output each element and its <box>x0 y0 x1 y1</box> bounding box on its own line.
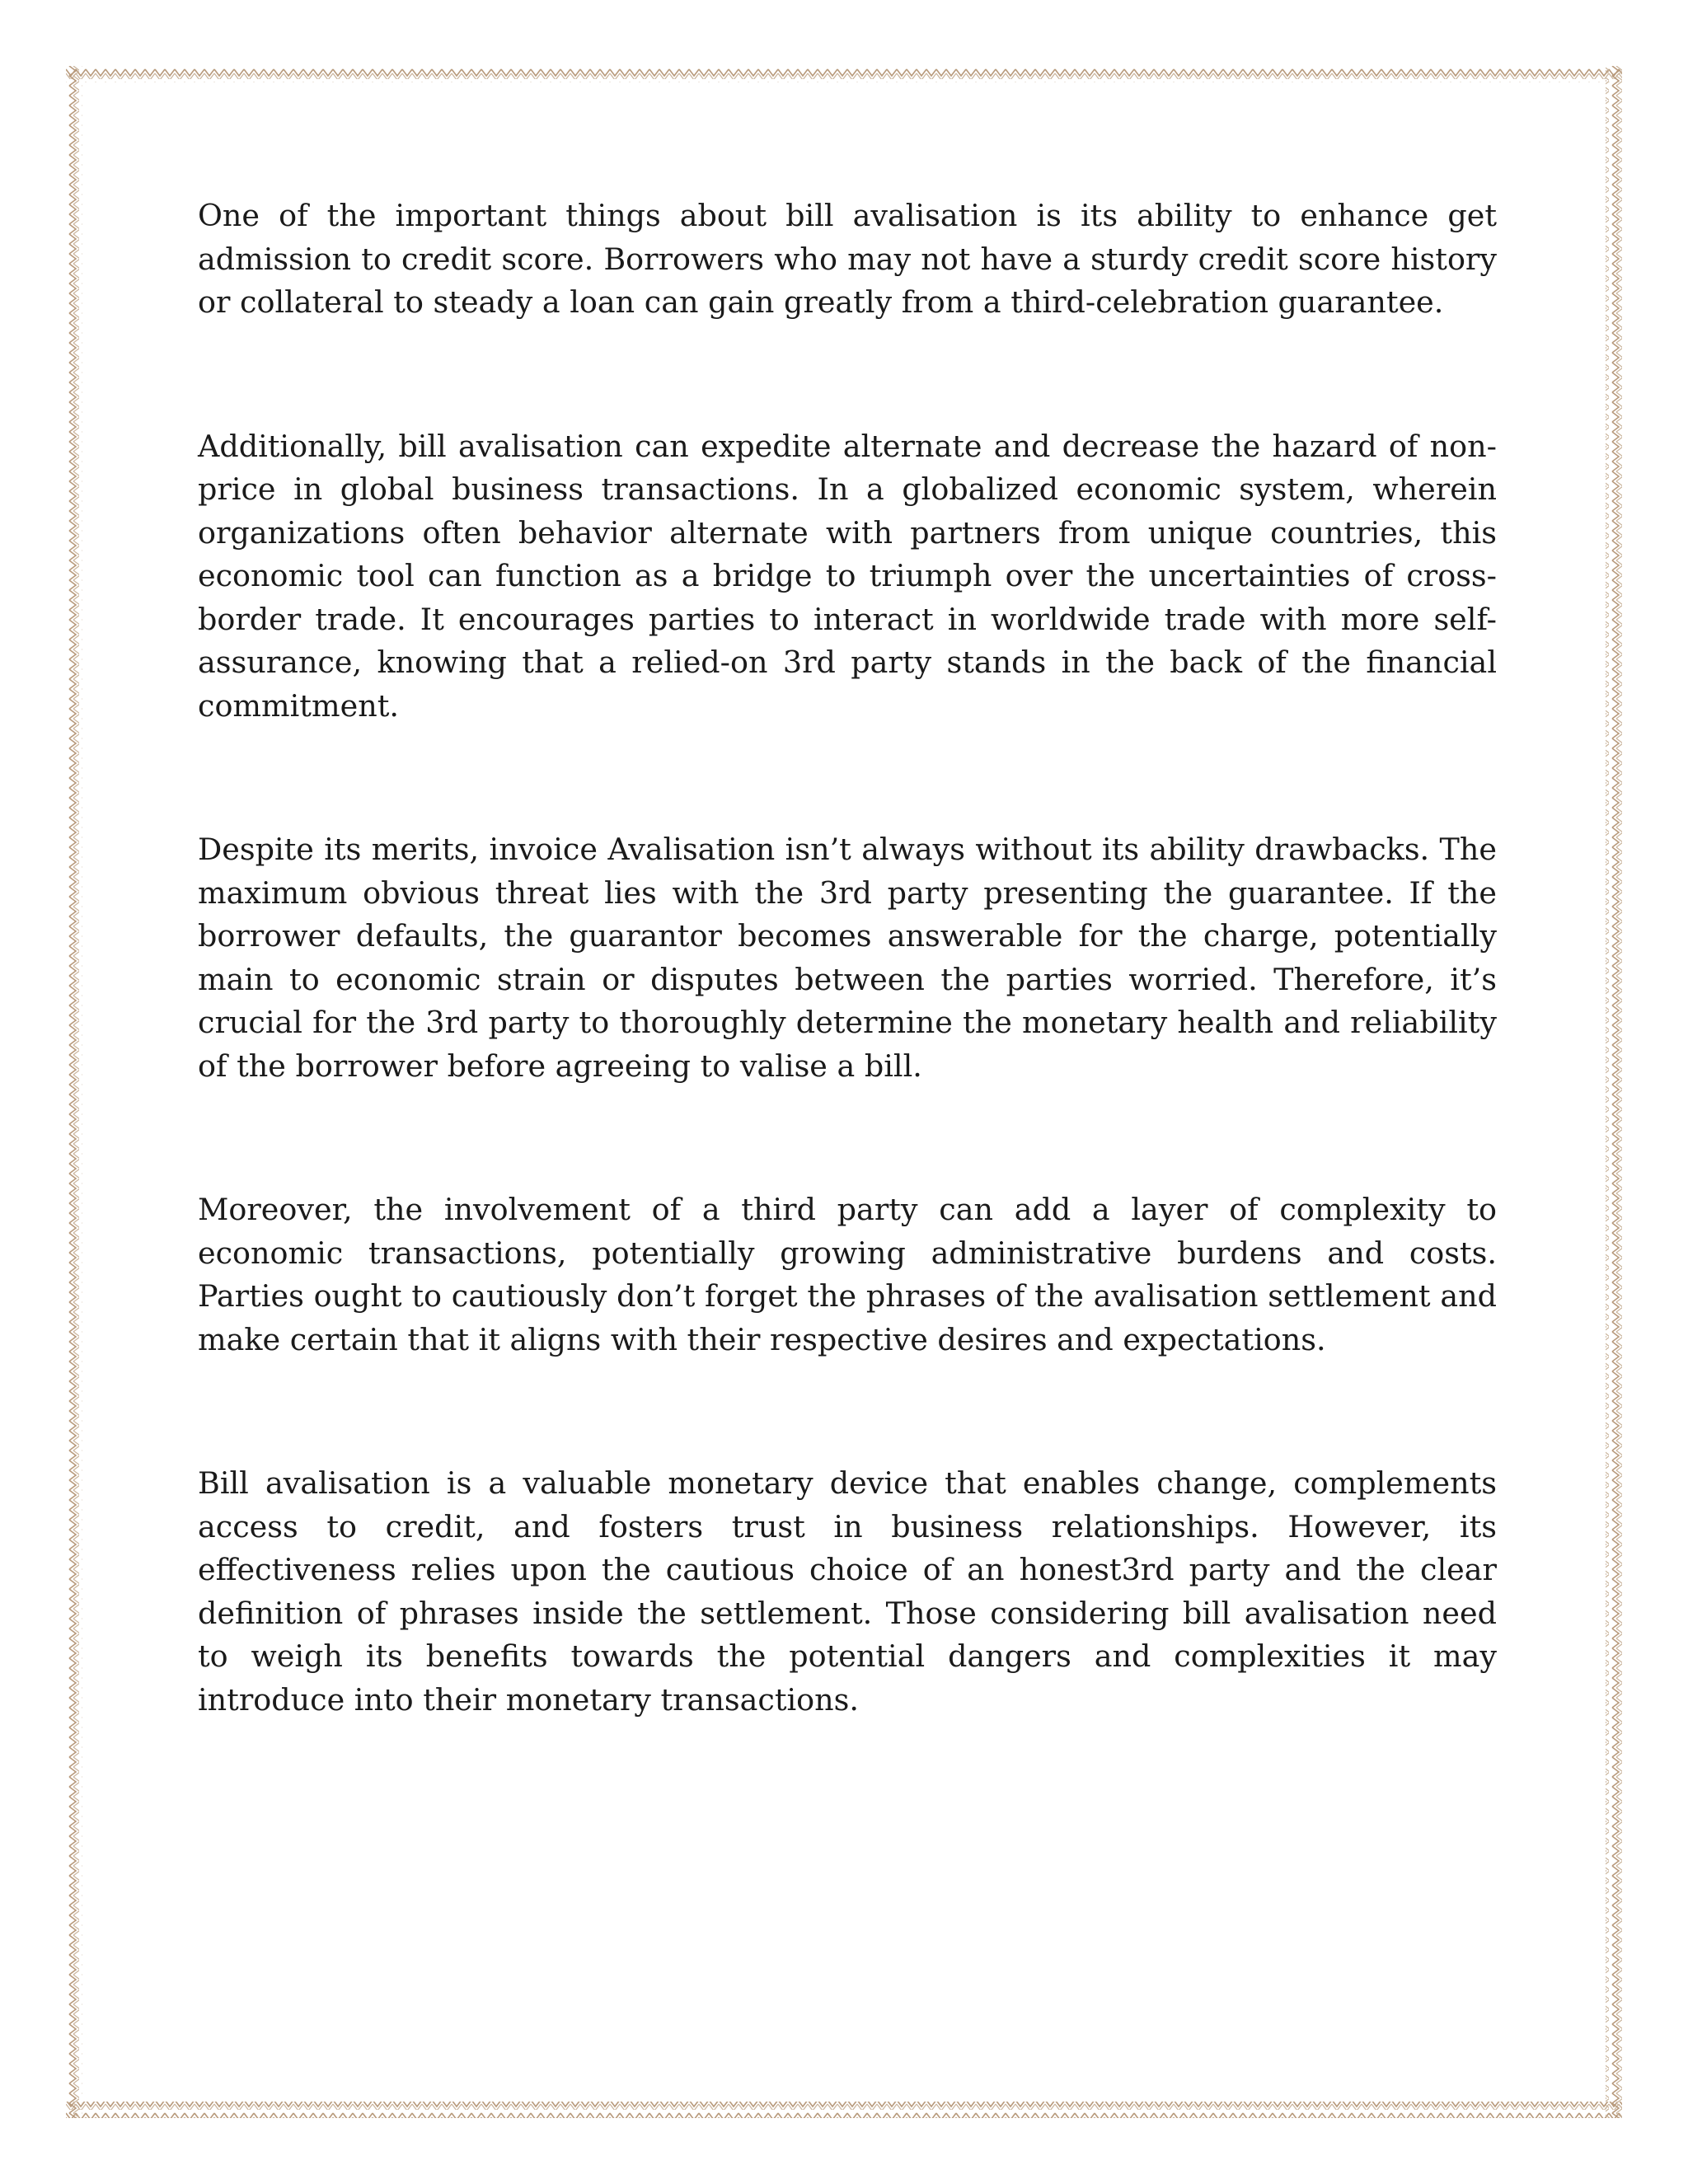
document-body <box>198 194 1497 1722</box>
paragraph-2: Additionally, bill avalisation can expedite alternate and decrease the hazard of non-price in global business transactions. In a globalized economic system, wherein organizations often behavior alternate with partners from unique countries, this economic tool can function as a bridge to triumph over the uncertainties of cross-border trade. It encourages parties to interact in worldwide trade with more self-assurance, knowing that a relied-on 3rd party stands in the back of the financial commitment. <box>198 428 1497 724</box>
paragraph-5: Bill avalisation is a valuable monetary device that enables change, complements access to credit, and fosters trust in business relationships. However, its effectiveness relies upon the cautious choice of an honest3rd party and the clear definition of phrases inside the settlement. Those considering bill avalisation need to weigh its benefits towards the potential dangers and complexities it may introduce into their monetary transactions. <box>198 1465 1497 1718</box>
paragraph-1: One of the important things about bill avalisation is its ability to enhance get admission to credit score. Borrowers who may not have a sturdy credit score history or collateral to steady a loan can gain greatly from a third-celebration guarantee. <box>198 198 1497 320</box>
paragraph-3: Despite its merits, invoice Avalisation isn’t always without its ability drawbacks. The maximum obvious threat lies with the 3rd party presenting the guarantee. If the borrower defaults, the guarantor becomes answerable for the charge, potentially main to economic strain or disputes between the parties worried. Therefore, it’s crucial for the 3rd party to thoroughly determine the monetary health and reliability of the borrower before agreeing to valise a bill. <box>198 832 1497 1084</box>
paragraph-4: Moreover, the involvement of a third party can add a layer of complexity to economic transactions, potentially growing administrative burdens and costs. Parties ought to cautiously don’t forget the phrases of the avalisation settlement and make certain that it aligns with their respective desires and expectations. <box>198 1192 1497 1357</box>
